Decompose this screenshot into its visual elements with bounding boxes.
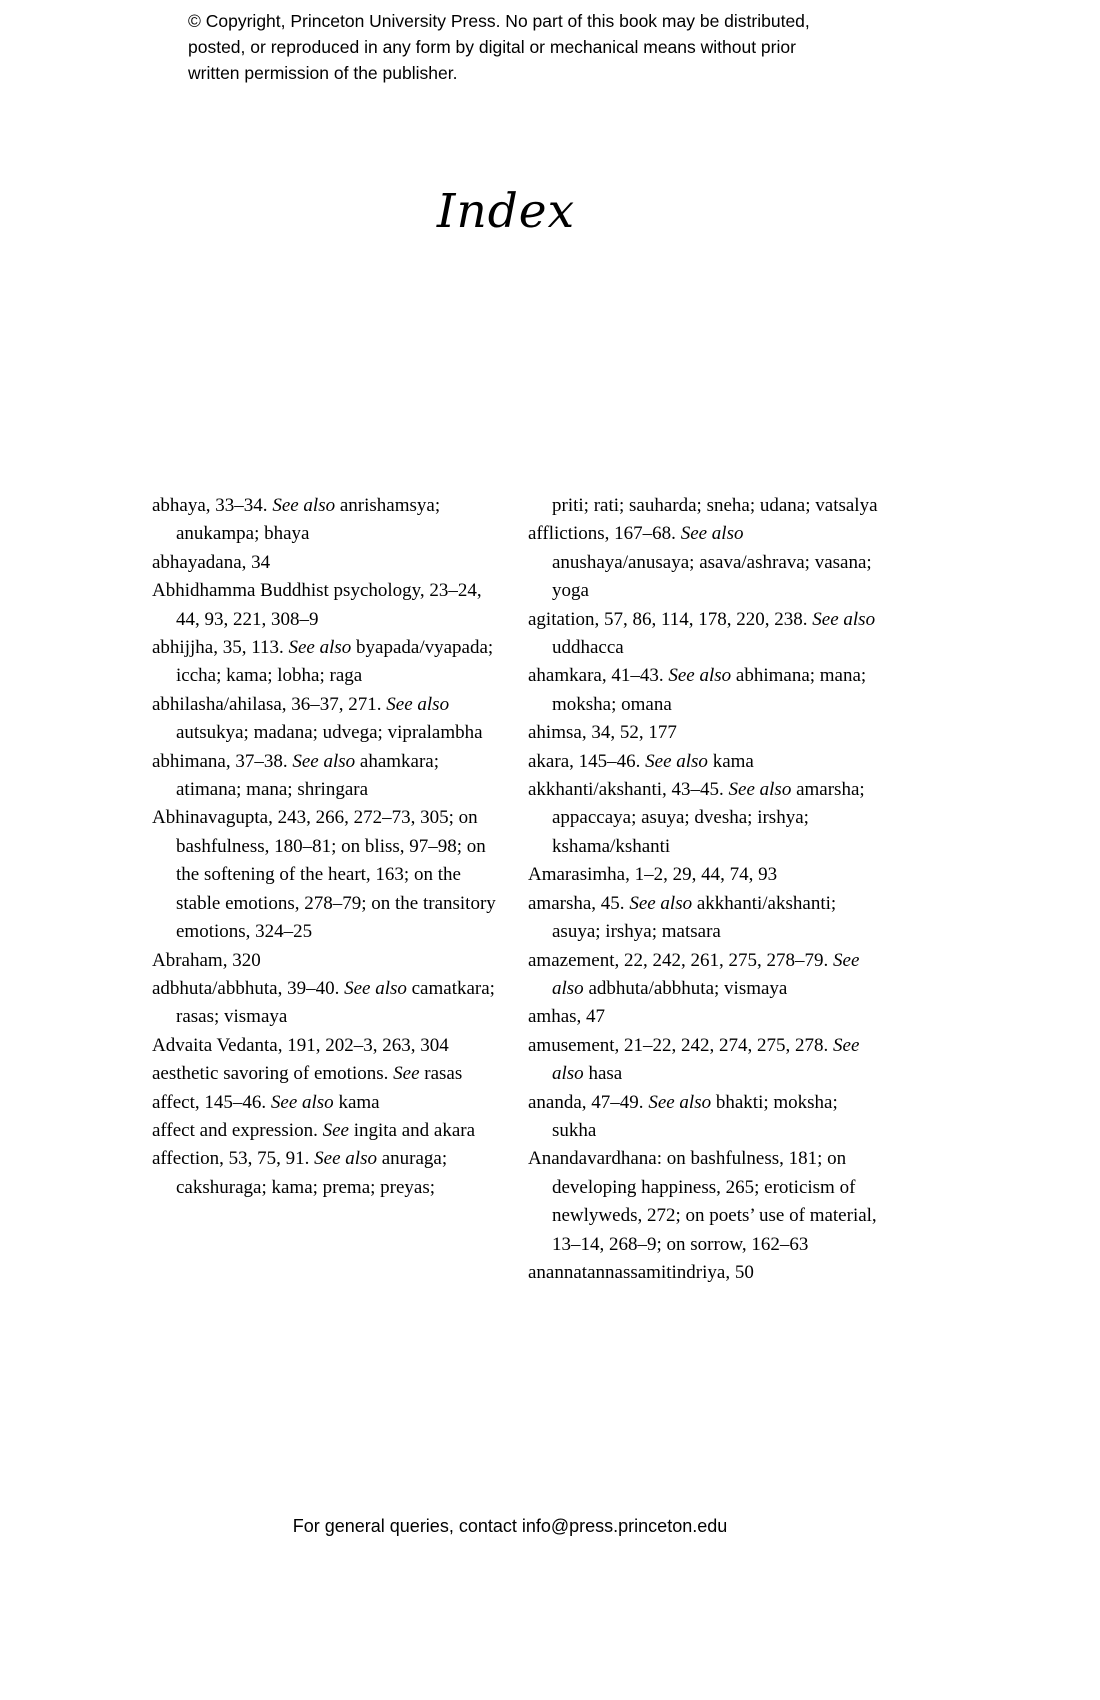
index-entry: abhijjha, 35, 113. See also byapada/vyapada; iccha; kama; lobha; raga: [152, 637, 494, 687]
index-entry: afflictions, 167–68. See also anushaya/anusaya; asava/ashrava; vasana; yoga: [528, 523, 872, 602]
index-entry: affect, 145–46. See also kama: [152, 1091, 380, 1113]
index-entry: abhaya, 33–34. See also anrishamsya; anukampa; bhaya: [152, 495, 441, 545]
page-title: Index: [436, 184, 576, 239]
index-entry: ananda, 47–49. See also bhakti; moksha; sukha: [528, 1091, 838, 1141]
index-entry: amhas, 47: [528, 1006, 606, 1028]
index-entry: Abhinavagupta, 243, 266, 272–73, 305; on bashfulness, 180–81; on bliss, 97–98; on the softening of the heart, 163; on the stable emotions, 278–79; on the transitory emotions, 324–25: [152, 807, 496, 943]
index-entry: Abhidhamma Buddhist psychology, 23–24, 44, 93, 221, 308–9: [152, 580, 482, 630]
index-entry: Amarasimha, 1–2, 29, 44, 74, 93: [528, 864, 778, 886]
index-entry: akkhanti/akshanti, 43–45. See also amarsha; appaccaya; asuya; dvesha; irshya; kshama/kshanti: [528, 779, 865, 857]
index-entry: ahamkara, 41–43. See also abhimana; mana; moksha; omana: [528, 665, 867, 715]
index-entry: amusement, 21–22, 242, 274, 275, 278. See also hasa: [528, 1034, 860, 1085]
index-entry: adbhuta/abbhuta, 39–40. See also camatkara; rasas; vismaya: [152, 977, 495, 1028]
index-entry: affection, 53, 75, 91. See also anuraga; cakshuraga; kama; prema; preyas;: [152, 1148, 448, 1198]
index-entry: Abraham, 320: [152, 949, 261, 971]
index-columns: [152, 492, 878, 1287]
index-entry: Anandavardhana: on bashfulness, 181; on developing happiness, 265; eroticism of newlyweds, 272; on poets’ use of material, 13–14, 268–9; on sorrow, 162–63: [528, 1148, 877, 1255]
index-entry: ahimsa, 34, 52, 177: [528, 722, 677, 744]
index-entry: aesthetic savoring of emotions. See rasas: [152, 1063, 463, 1085]
index-entry: agitation, 57, 86, 114, 178, 220, 238. See also uddhacca: [528, 608, 876, 659]
index-entry: priti; rati; sauharda; sneha; udana; vatsalya: [552, 495, 878, 516]
index-entry: amarsha, 45. See also akkhanti/akshanti; asuya; irshya; matsara: [528, 892, 837, 943]
index-entry: akara, 145–46. See also kama: [528, 750, 754, 772]
index-entry: Advaita Vedanta, 191, 202–3, 263, 304: [152, 1034, 449, 1056]
index-entry: amazement, 22, 242, 261, 275, 278–79. See also adbhuta/abbhuta; vismaya: [528, 949, 860, 999]
page-footer: For general queries, contact info@press.princeton.edu: [292, 1516, 728, 1536]
index-entry: abhayadana, 34: [152, 551, 271, 573]
index-entry: affect and expression. See ingita and akara: [152, 1119, 476, 1141]
index-entry: abhilasha/ahilasa, 36–37, 271. See also autsukya; madana; udvega; vipralambha: [152, 693, 483, 744]
index-left-column: [152, 492, 502, 1287]
index-entry: anannatannassamitindriya, 50: [528, 1261, 754, 1283]
index-entry: abhimana, 37–38. See also ahamkara; atimana; mana; shringara: [152, 750, 440, 801]
index-right-column: [528, 492, 878, 1287]
copyright-notice: © Copyright, Princeton University Press. No part of this book may be distributed, posted, or reproduced in any form by digital or mechanical means without prior written permission of the publisher.: [188, 11, 810, 83]
